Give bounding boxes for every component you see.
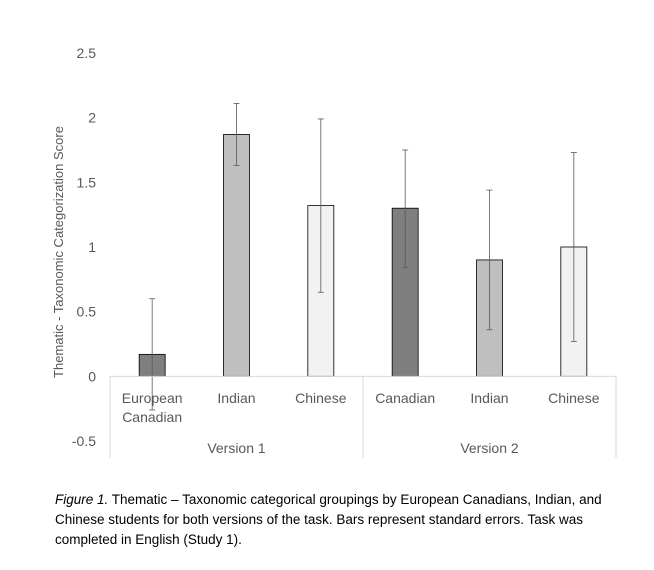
group-label: Version 1 [207, 440, 266, 456]
y-tick-label: 0.5 [76, 303, 96, 320]
caption-label: Figure 1. [55, 492, 109, 507]
y-tick-label: 2.5 [76, 45, 96, 61]
y-axis-title: Thematic - Taxonomic Categorization Score [51, 126, 66, 378]
y-tick-label: 2 [88, 109, 96, 126]
caption-text: Thematic – Taxonomic categorical groupings by European Canadians, Indian, and Chinese students for both versions of the task. Bars represent standard errors. Task was completed in English (Study 1). [55, 492, 602, 547]
category-label: European [121, 390, 183, 406]
category-label: Chinese [295, 390, 347, 406]
bar [224, 134, 250, 376]
y-tick-label: 0 [88, 368, 96, 385]
y-tick-label: 1.5 [76, 174, 96, 191]
group-label: Version 2 [460, 440, 519, 456]
category-label: Canadian [122, 409, 183, 425]
category-label: Chinese [548, 390, 600, 406]
category-label: Indian [470, 390, 509, 406]
category-label: Indian [217, 390, 256, 406]
y-tick-label: 1 [88, 239, 96, 255]
figure-caption [55, 490, 635, 550]
category-label: Canadian [375, 390, 436, 406]
y-tick-label: -0.5 [71, 433, 96, 449]
